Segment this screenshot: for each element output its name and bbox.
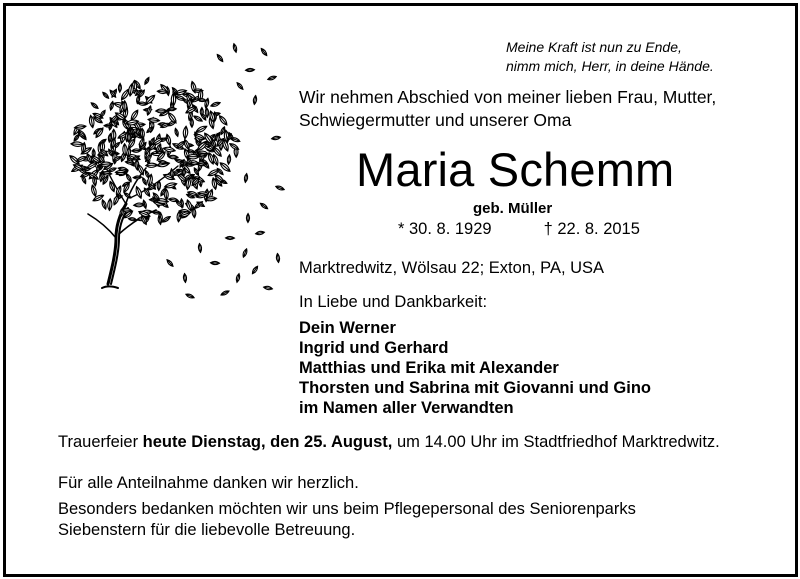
special-thanks-line: Besonders bedanken möchten wir uns beim Pflegepersonal des Seniorenparks [58, 500, 636, 518]
motto-verse [506, 38, 742, 76]
funeral-prefix: Trauerfeier [58, 433, 143, 451]
intro-line: Schwiegermutter und unserer Oma [299, 110, 572, 130]
deceased-name: Maria Schemm [356, 143, 675, 196]
intro-line: Wir nehmen Abschied von meiner lieben Frau, Mutter, [299, 87, 717, 107]
intro-text [299, 86, 716, 132]
maiden-name: geb. Müller [473, 200, 553, 217]
mourner: Matthias und Erika mit Alexander [299, 359, 559, 377]
birth-date: * 30. 8. 1929 [398, 220, 492, 238]
mourner: Dein Werner [299, 319, 396, 337]
life-dates [398, 220, 640, 239]
thanks-text: Für alle Anteilnahme danken wir herzlich. [58, 474, 359, 492]
windblown-tree-icon [50, 38, 290, 308]
mourners-heading: In Liebe und Dankbarkeit: [299, 293, 488, 311]
death-date: † 22. 8. 2015 [543, 220, 640, 238]
motto-line: nimm mich, Herr, in deine Hände. [506, 58, 714, 74]
funeral-info [58, 432, 758, 453]
mourner: Thorsten und Sabrina mit Giovanni und Gino [299, 379, 652, 397]
funeral-suffix: um 14.00 Uhr im Stadtfriedhof Marktredwitz. [392, 433, 720, 451]
special-thanks [58, 499, 636, 540]
mourner: im Namen aller Verwandten [299, 399, 514, 417]
motto-line: Meine Kraft ist nun zu Ende, [506, 39, 682, 55]
mourner: Ingrid und Gerhard [299, 339, 449, 357]
address: Marktredwitz, Wölsau 22; Exton, PA, USA [299, 259, 605, 277]
mourners-list [299, 318, 651, 418]
funeral-date: heute Dienstag, den 25. August, [142, 433, 393, 451]
special-thanks-line: Siebenstern für die liebevolle Betreuung. [58, 520, 356, 539]
